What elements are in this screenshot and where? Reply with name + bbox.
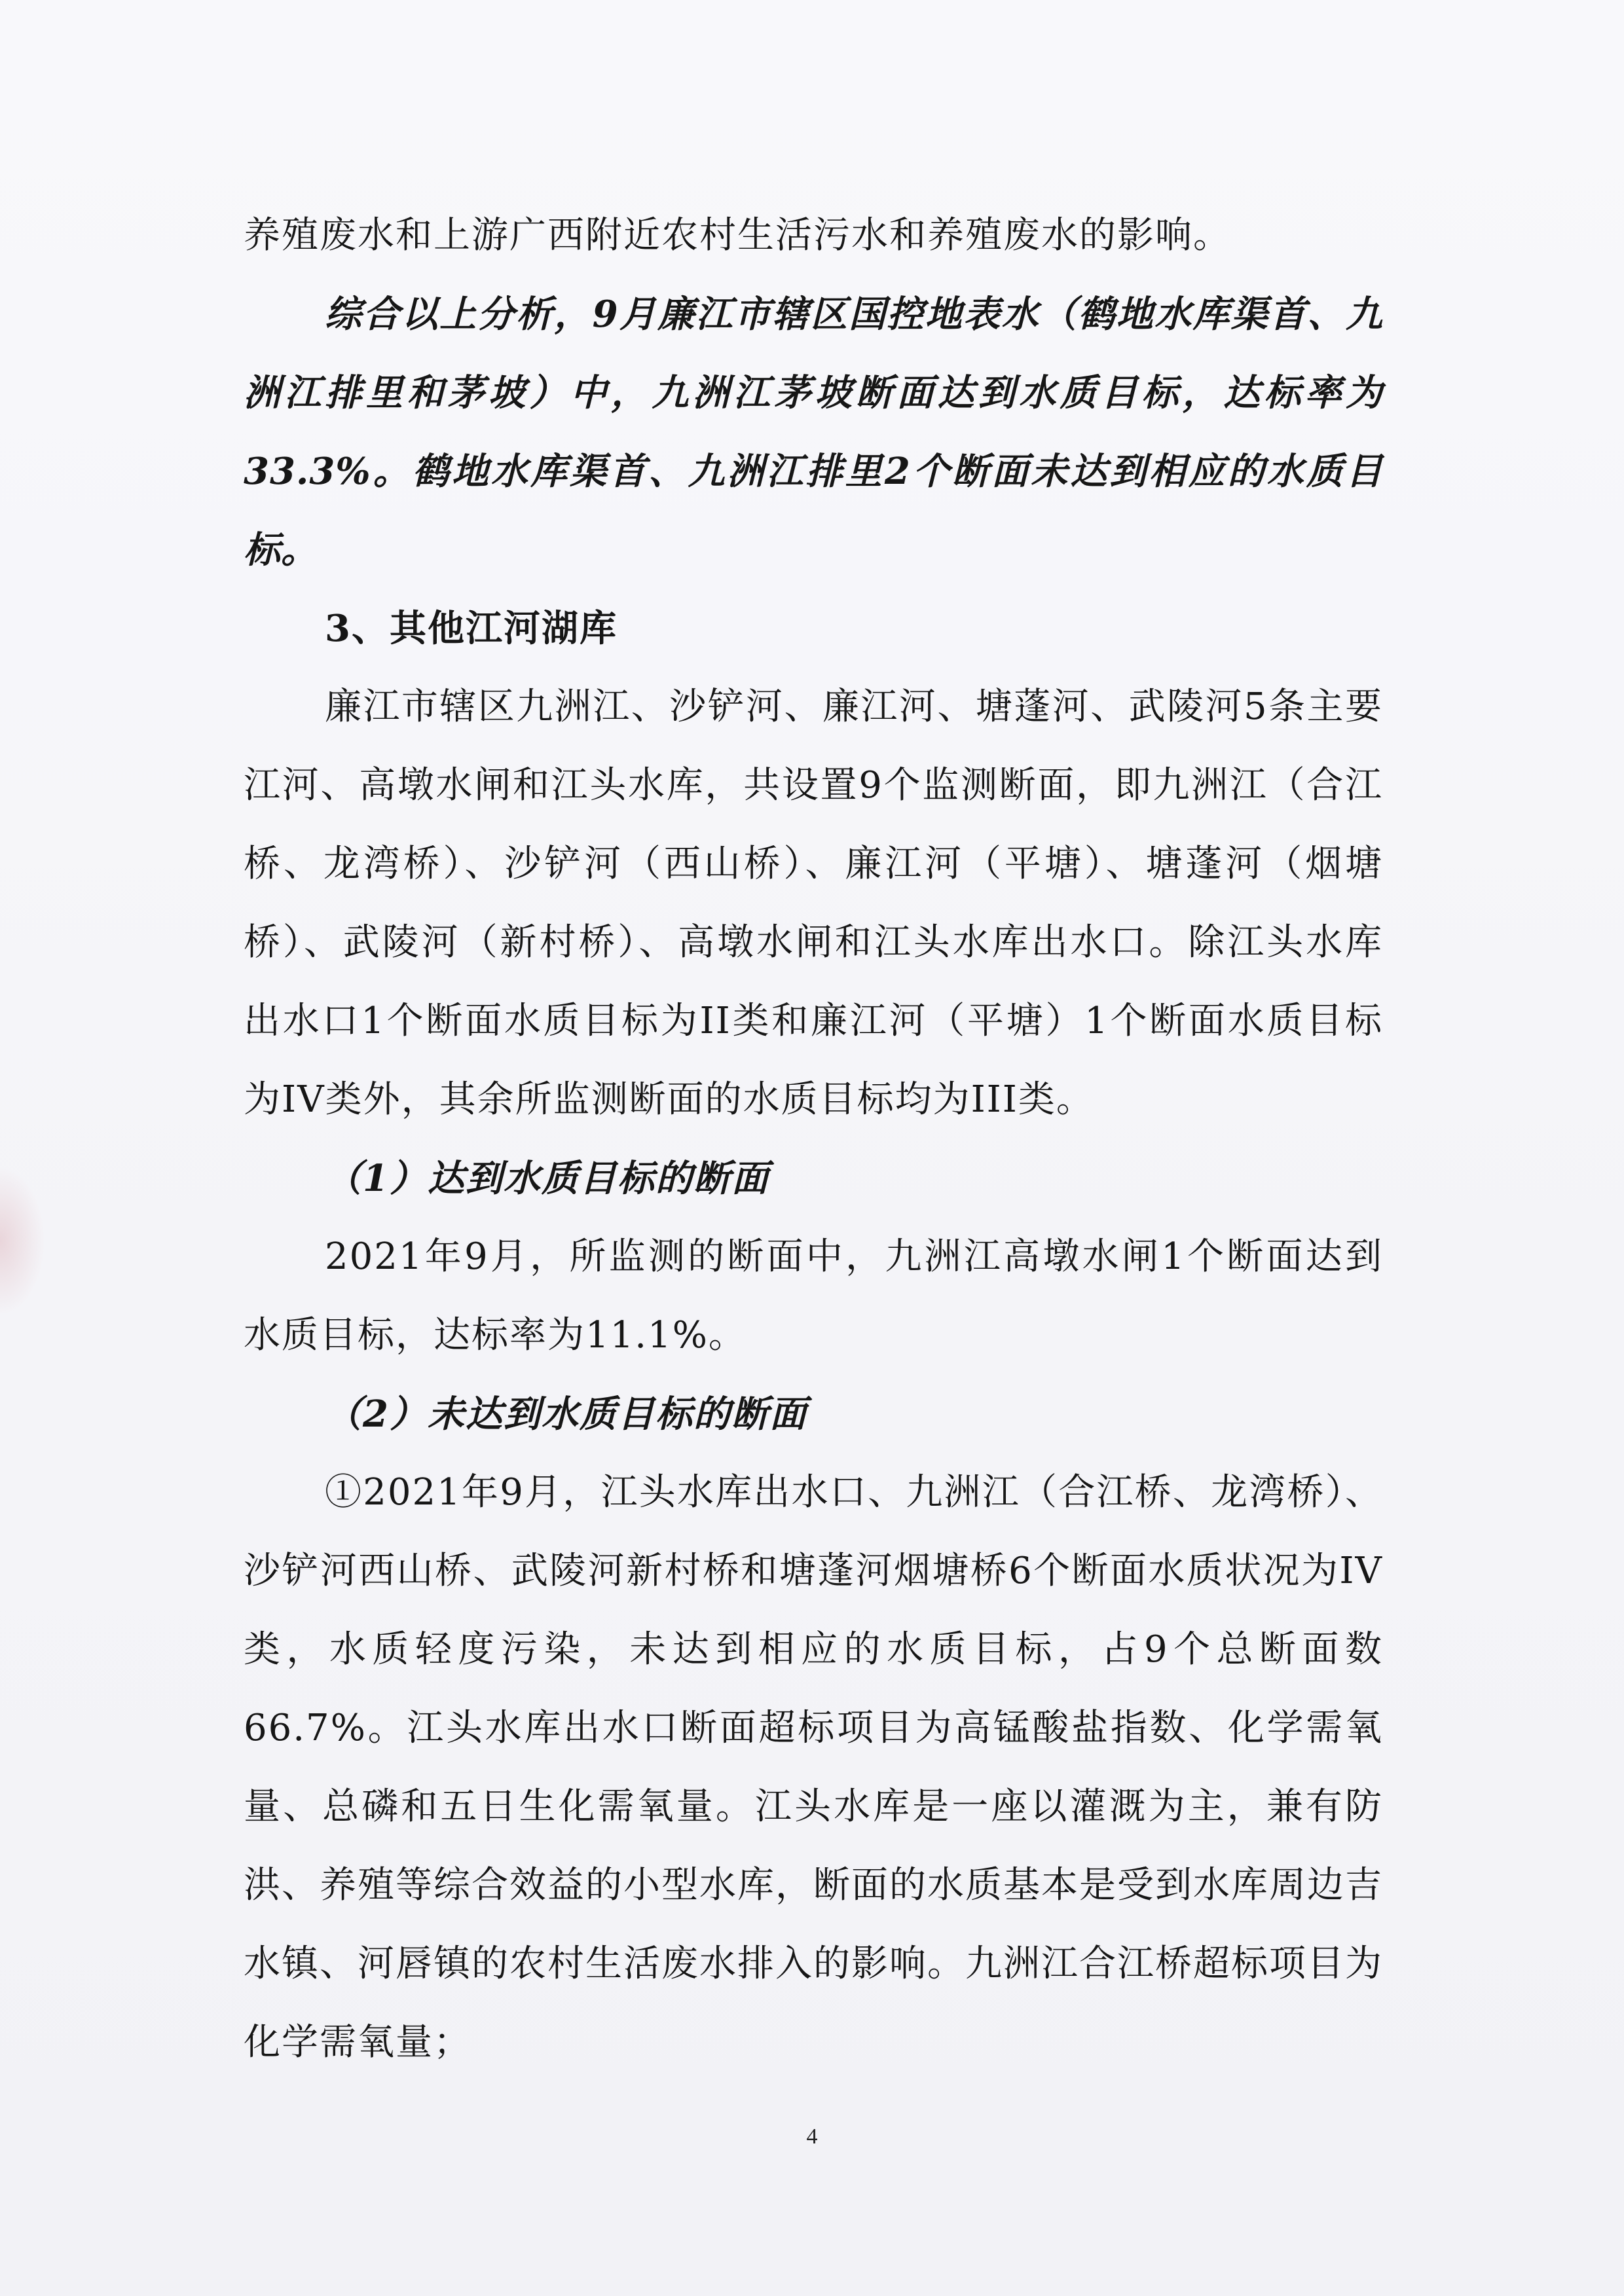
scan-edge-mark <box>0 1165 46 1316</box>
paragraph-met-targets: 2021年9月，所监测的断面中，九洲江高墩水闸1个断面达到水质目标，达标率为11.1%。 <box>244 1235 1383 1357</box>
document-body <box>244 196 1383 2082</box>
paragraph-conclusion: 综合以上分析，9月廉江市辖区国控地表水（鹤地水库渠首、九洲江排里和茅坡）中，九洲江茅坡断面达到水质目标，达标率为33.3%。鹤地水库渠首、九洲江排里2个断面未达到相应的水质目标。 <box>244 293 1383 572</box>
paragraph-monitoring-sections: 廉江市辖区九洲江、沙铲河、廉江河、塘蓬河、武陵河5条主要江河、高墩水闸和江头水库，共设置9个监测断面，即九洲江（合江桥、龙湾桥）、沙铲河（西山桥）、廉江河（平塘）、塘蓬河（烟塘桥）、武陵河（新村桥）、高墩水闸和江头水库出水口。除江头水库出水口1个断面水质目标为II类和廉江河（平塘）1个断面水质目标为IV类外，其余所监测断面的水质目标均为III类。 <box>244 685 1383 1121</box>
page-number: 4 <box>806 2124 818 2149</box>
paragraph-unmet-targets: ①2021年9月，江头水库出水口、九洲江（合江桥、龙湾桥）、沙铲河西山桥、武陵河新村桥和塘蓬河烟塘桥6个断面水质状况为IV类，水质轻度污染，未达到相应的水质目标，占9个总断面数66.7%。江头水库出水口断面超标项目为高锰酸盐指数、化学需氧量、总磷和五日生化需氧量。江头水库是一座以灌溉为主，兼有防洪、养殖等综合效益的小型水库，断面的水质基本是受到水库周边吉水镇、河唇镇的农村生活废水排入的影响。九洲江合江桥超标项目为化学需氧量； <box>244 1471 1383 2064</box>
section-heading: 3、其他江河湖库 <box>325 607 618 650</box>
subheading-met-targets: （1）达到水质目标的断面 <box>325 1157 769 1200</box>
paragraph-continuation: 养殖废水和上游广西附近农村生活污水和养殖废水的影响。 <box>244 214 1231 257</box>
subheading-unmet-targets: （2）未达到水质目标的断面 <box>325 1393 807 1436</box>
